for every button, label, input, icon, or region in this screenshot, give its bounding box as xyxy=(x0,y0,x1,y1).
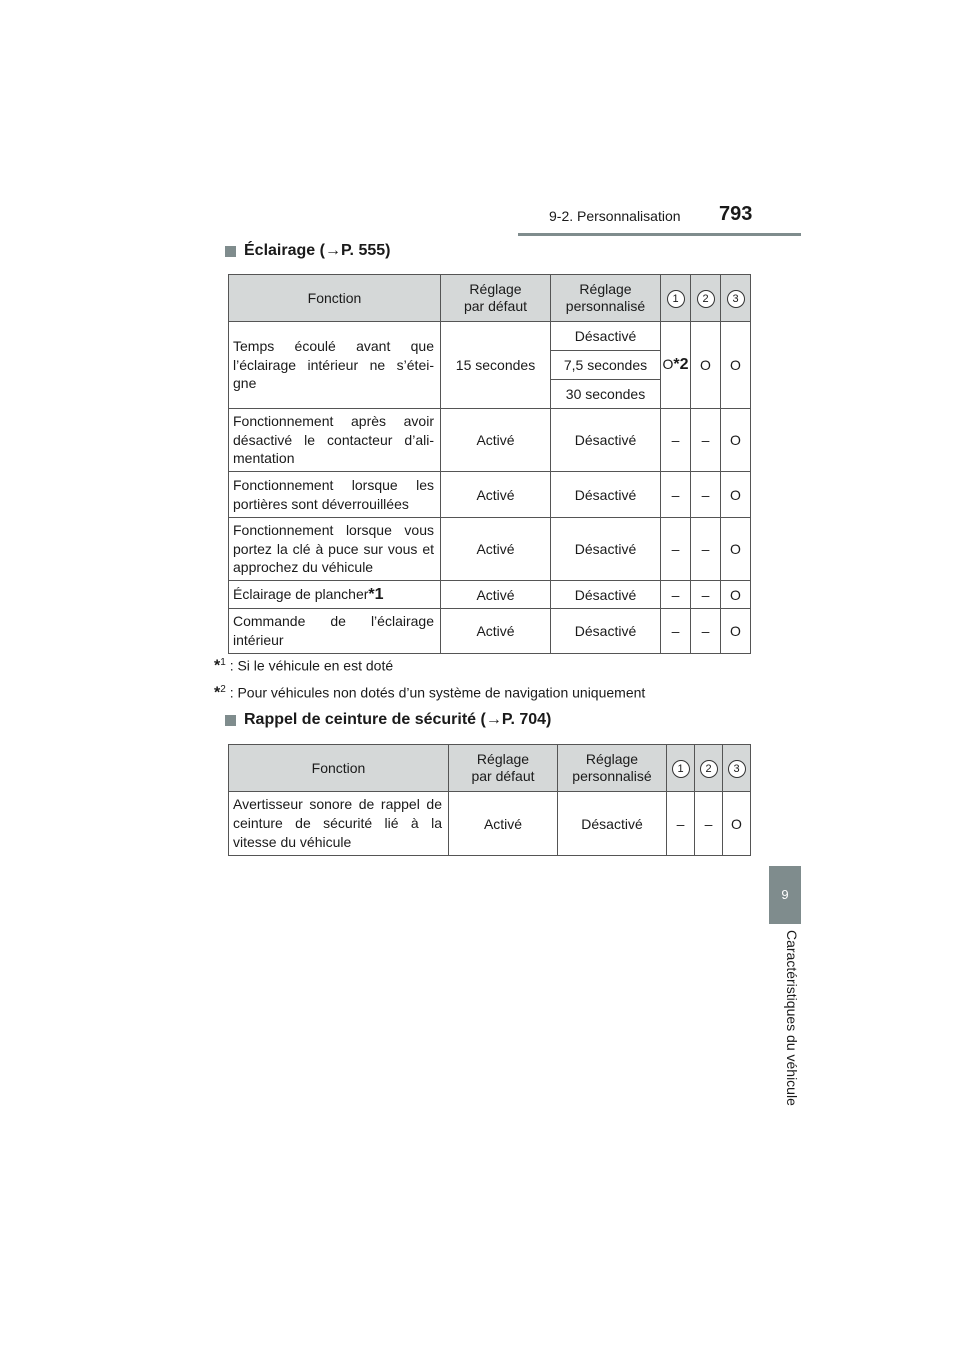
table-row xyxy=(229,322,751,351)
table-header-row xyxy=(229,275,751,322)
table-row xyxy=(229,609,751,654)
header-col-2 xyxy=(691,275,721,322)
section-title-eclairage: Éclairage ( → P. 555) xyxy=(225,242,390,260)
table-row xyxy=(229,792,751,856)
header-col-3 xyxy=(723,745,751,792)
section-title-ceinture: Rappel de ceinture de sécurité ( → P. 704) xyxy=(225,711,551,729)
table-header-row xyxy=(229,745,751,792)
circled-3-icon: 3 xyxy=(727,290,745,308)
cell-custom-option: 30 secondes xyxy=(551,380,661,409)
circled-2-icon: 2 xyxy=(700,760,718,778)
cell-col-2: – xyxy=(691,409,721,472)
cell-col-1: – xyxy=(661,409,691,472)
cell-fonction: Avertisseur sonore de rappel de ceinture de sécurité lié à la vitesse du véhicule xyxy=(229,792,449,856)
cell-col-2: – xyxy=(695,792,723,856)
arrow-icon: → xyxy=(324,242,341,259)
cell-custom: Désactivé xyxy=(551,472,661,518)
header-custom: Réglage personnalisé xyxy=(558,745,667,792)
cell-custom: Désactivé xyxy=(558,792,667,856)
cell-col-3: O xyxy=(721,409,751,472)
cell-default: 15 secondes xyxy=(441,322,551,409)
circled-1-icon: 1 xyxy=(672,760,690,778)
header-default: Réglage par défaut xyxy=(441,275,551,322)
table-row xyxy=(229,518,751,581)
header-col-3 xyxy=(721,275,751,322)
section-header: 9-2. Personnalisation xyxy=(549,208,681,224)
cell-col-2: O xyxy=(691,322,721,409)
header-default: Réglage par défaut xyxy=(449,745,558,792)
cell-col-3: O xyxy=(721,518,751,581)
header-col-2 xyxy=(695,745,723,792)
cell-fonction: Fonctionnement lorsque les portières sont déverrouillées xyxy=(229,472,441,518)
cell-custom: Désactivé xyxy=(551,609,661,654)
bullet-square-icon xyxy=(225,246,236,257)
footnote-2: *$^2$ : Pour véhicules non dotés d’un système de navigation uniquement xyxy=(214,684,646,702)
table-row xyxy=(229,581,751,609)
cell-default: Activé xyxy=(441,581,551,609)
footnote-1: *$^1$ : Si le véhicule en est doté xyxy=(214,657,394,675)
header-col-1 xyxy=(667,745,695,792)
cell-col-1: – xyxy=(667,792,695,856)
header-custom: Réglage personnalisé xyxy=(551,275,661,322)
arrow-icon: → xyxy=(485,711,502,728)
cell-custom-option: Désactivé xyxy=(551,322,661,351)
cell-default: Activé xyxy=(449,792,558,856)
cell-default: Activé xyxy=(441,472,551,518)
cell-fonction: Fonctionnement lorsque vous portez la clé à puce sur vous et approchez du véhicule xyxy=(229,518,441,581)
bullet-square-icon xyxy=(225,715,236,726)
cell-custom: Désactivé xyxy=(551,581,661,609)
cell-col-2: – xyxy=(691,609,721,654)
header-fonction: Fonction xyxy=(229,275,441,322)
table-row xyxy=(229,409,751,472)
cell-col-1: O*2 xyxy=(661,322,691,409)
cell-col-1: – xyxy=(661,581,691,609)
cell-fonction: Fonctionnement après avoir désactivé le contacteur d’ali-mentation xyxy=(229,409,441,472)
cell-default: Activé xyxy=(441,518,551,581)
header-fonction: Fonction xyxy=(229,745,449,792)
footnote-ref: *2 xyxy=(673,356,689,373)
cell-custom: Désactivé xyxy=(551,518,661,581)
cell-col-1: – xyxy=(661,609,691,654)
cell-fonction: Temps écoulé avant que l’éclairage intérieur ne s’étei-gne xyxy=(229,322,441,409)
eclairage-table xyxy=(228,274,751,654)
header-col-1 xyxy=(661,275,691,322)
header-rule xyxy=(518,233,801,236)
cell-fonction: Commande de l’éclairage intérieur xyxy=(229,609,441,654)
cell-col-2: – xyxy=(691,518,721,581)
cell-col-1: – xyxy=(661,518,691,581)
cell-col-2: – xyxy=(691,581,721,609)
cell-col-3: O xyxy=(721,581,751,609)
circled-2-icon: 2 xyxy=(697,290,715,308)
circled-3-icon: 3 xyxy=(728,760,746,778)
cell-col-3: O xyxy=(721,472,751,518)
ceinture-table xyxy=(228,744,751,856)
cell-custom-option: 7,5 secondes xyxy=(551,351,661,380)
cell-col-2: – xyxy=(691,472,721,518)
table-row xyxy=(229,472,751,518)
footnote-ref: *1 xyxy=(368,585,384,603)
chapter-tab: 9 xyxy=(769,866,801,924)
cell-custom: Désactivé xyxy=(551,409,661,472)
circled-1-icon: 1 xyxy=(667,290,685,308)
cell-col-3: O xyxy=(721,609,751,654)
cell-col-3: O xyxy=(723,792,751,856)
page-reference: P. 704) xyxy=(501,711,552,728)
page-number: 793 xyxy=(719,203,753,225)
cell-default: Activé xyxy=(441,609,551,654)
cell-col-3: O xyxy=(721,322,751,409)
chapter-label: Caractéristiques du véhicule xyxy=(784,930,800,1106)
cell-col-1: – xyxy=(661,472,691,518)
cell-default: Activé xyxy=(441,409,551,472)
cell-fonction: Éclairage de plancher*1 xyxy=(229,581,441,609)
page-reference: P. 555) xyxy=(340,242,391,259)
